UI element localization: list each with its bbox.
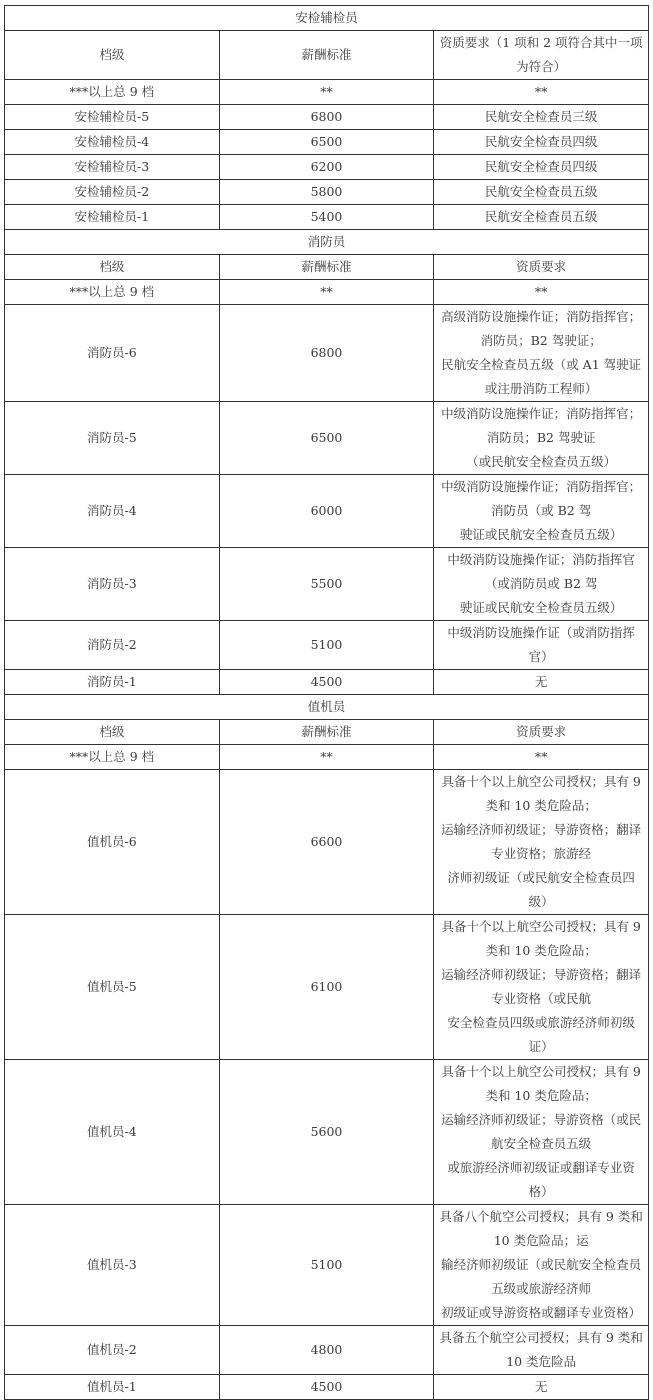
table-row bbox=[5, 155, 649, 180]
salary-cell: 6000 bbox=[219, 475, 434, 548]
salary-cell: 5600 bbox=[219, 1060, 434, 1205]
table-row bbox=[5, 1060, 649, 1205]
table-row bbox=[5, 915, 649, 1060]
table-row bbox=[5, 180, 649, 205]
level-cell: 消防员-6 bbox=[5, 305, 220, 402]
requirement-cell: 民航安全检查员五级 bbox=[434, 205, 649, 230]
table-row bbox=[5, 1326, 649, 1375]
table-row bbox=[5, 770, 649, 915]
salary-cell: 6500 bbox=[219, 130, 434, 155]
requirement-cell: ** bbox=[434, 745, 649, 770]
requirement-cell: 民航安全检查员四级 bbox=[434, 155, 649, 180]
column-header: 薪酬标准 bbox=[219, 720, 434, 745]
requirement-cell: 无 bbox=[434, 1375, 649, 1400]
requirement-cell: 具备十个以上航空公司授权；具有 9 类和 10 类危险品； 运输经济师初级证；导游资格（或民航安全检查员五级 或旅游经济师初级证或翻译专业资格） bbox=[434, 1060, 649, 1205]
requirement-cell: ** bbox=[434, 80, 649, 105]
level-cell: 安检辅检员-1 bbox=[5, 205, 220, 230]
table-row bbox=[5, 305, 649, 402]
column-header: 档级 bbox=[5, 31, 220, 80]
requirement-cell: 中级消防设施操作证（或消防指挥官） bbox=[434, 621, 649, 670]
table-row bbox=[5, 130, 649, 155]
section-title: 值机员 bbox=[5, 695, 649, 720]
salary-cell: ** bbox=[219, 280, 434, 305]
level-cell: 值机员-4 bbox=[5, 1060, 220, 1205]
salary-cell: 6100 bbox=[219, 915, 434, 1060]
column-header: 档级 bbox=[5, 720, 220, 745]
requirement-cell: 中级消防设施操作证；消防指挥官；消防员；B2 驾驶证 （或民航安全检查员五级） bbox=[434, 402, 649, 475]
table-row bbox=[5, 80, 649, 105]
table-row bbox=[5, 745, 649, 770]
header-row bbox=[5, 720, 649, 745]
section-title-row bbox=[5, 230, 649, 255]
requirement-cell: 民航安全检查员三级 bbox=[434, 105, 649, 130]
section-title-row bbox=[5, 695, 649, 720]
level-cell: 消防员-5 bbox=[5, 402, 220, 475]
table-row bbox=[5, 621, 649, 670]
header-row bbox=[5, 31, 649, 80]
salary-cell: 6500 bbox=[219, 402, 434, 475]
table-row bbox=[5, 548, 649, 621]
salary-cell: 6600 bbox=[219, 770, 434, 915]
level-cell: 消防员-4 bbox=[5, 475, 220, 548]
requirement-cell: 具备五个航空公司授权；具有 9 类和 10 类危险品 bbox=[434, 1326, 649, 1375]
salary-cell: 5800 bbox=[219, 180, 434, 205]
level-cell: 消防员-1 bbox=[5, 670, 220, 695]
salary-cell: 6800 bbox=[219, 305, 434, 402]
column-header: 资质要求 bbox=[434, 720, 649, 745]
salary-cell: 4800 bbox=[219, 1326, 434, 1375]
table-row bbox=[5, 402, 649, 475]
requirement-cell: 中级消防设施操作证；消防指挥官；消防员（或 B2 驾 驶证或民航安全检查员五级） bbox=[434, 475, 649, 548]
level-cell: 安检辅检员-4 bbox=[5, 130, 220, 155]
level-cell: 值机员-2 bbox=[5, 1326, 220, 1375]
level-cell: ***以上总 9 档 bbox=[5, 280, 220, 305]
salary-table bbox=[4, 5, 649, 1400]
requirement-cell: 民航安全检查员五级 bbox=[434, 180, 649, 205]
column-header: 资质要求 bbox=[434, 255, 649, 280]
requirement-cell: 无 bbox=[434, 670, 649, 695]
salary-cell: 5400 bbox=[219, 205, 434, 230]
requirement-cell: 具备十个以上航空公司授权；具有 9 类和 10 类危险品； 运输经济师初级证；导游资格；翻译专业资格；旅游经 济师初级证（或民航安全检查员四级） bbox=[434, 770, 649, 915]
column-header: 资质要求（1 项和 2 项符合其中一项为符合） bbox=[434, 31, 649, 80]
salary-cell: 4500 bbox=[219, 670, 434, 695]
level-cell: 安检辅检员-3 bbox=[5, 155, 220, 180]
salary-cell: 5100 bbox=[219, 1205, 434, 1326]
table-row bbox=[5, 105, 649, 130]
column-header: 档级 bbox=[5, 255, 220, 280]
table-row bbox=[5, 280, 649, 305]
requirement-cell: 民航安全检查员四级 bbox=[434, 130, 649, 155]
level-cell: 消防员-2 bbox=[5, 621, 220, 670]
table-row bbox=[5, 1375, 649, 1400]
requirement-cell: 高级消防设施操作证；消防指挥官；消防员；B2 驾驶证； 民航安全检查员五级（或 A1 驾驶证或注册消防工程师） bbox=[434, 305, 649, 402]
salary-cell: 5100 bbox=[219, 621, 434, 670]
requirement-cell: ** bbox=[434, 280, 649, 305]
salary-cell: ** bbox=[219, 80, 434, 105]
level-cell: 值机员-1 bbox=[5, 1375, 220, 1400]
header-row bbox=[5, 255, 649, 280]
level-cell: 值机员-6 bbox=[5, 770, 220, 915]
table-row bbox=[5, 475, 649, 548]
level-cell: ***以上总 9 档 bbox=[5, 80, 220, 105]
level-cell: 安检辅检员-2 bbox=[5, 180, 220, 205]
salary-cell: 4500 bbox=[219, 1375, 434, 1400]
level-cell: 安检辅检员-5 bbox=[5, 105, 220, 130]
salary-cell: 6800 bbox=[219, 105, 434, 130]
section-title: 消防员 bbox=[5, 230, 649, 255]
salary-cell: 6200 bbox=[219, 155, 434, 180]
section-title-row bbox=[5, 6, 649, 31]
requirement-cell: 中级消防设施操作证；消防指挥官（或消防员或 B2 驾 驶证或民航安全检查员五级） bbox=[434, 548, 649, 621]
table-row bbox=[5, 670, 649, 695]
table-row bbox=[5, 1205, 649, 1326]
column-header: 薪酬标准 bbox=[219, 31, 434, 80]
requirement-cell: 具备十个以上航空公司授权；具有 9 类和 10 类危险品； 运输经济师初级证；导游资格；翻译专业资格（或民航 安全检查员四级或旅游经济师初级证） bbox=[434, 915, 649, 1060]
level-cell: 消防员-3 bbox=[5, 548, 220, 621]
level-cell: 值机员-5 bbox=[5, 915, 220, 1060]
section-title: 安检辅检员 bbox=[5, 6, 649, 31]
salary-cell: ** bbox=[219, 745, 434, 770]
column-header: 薪酬标准 bbox=[219, 255, 434, 280]
table-row bbox=[5, 205, 649, 230]
level-cell: 值机员-3 bbox=[5, 1205, 220, 1326]
level-cell: ***以上总 9 档 bbox=[5, 745, 220, 770]
salary-cell: 5500 bbox=[219, 548, 434, 621]
requirement-cell: 具备八个航空公司授权；具有 9 类和 10 类危险品；运 输经济师初级证（或民航安全检查员五级或旅游经济师 初级证或导游资格或翻译专业资格） bbox=[434, 1205, 649, 1326]
